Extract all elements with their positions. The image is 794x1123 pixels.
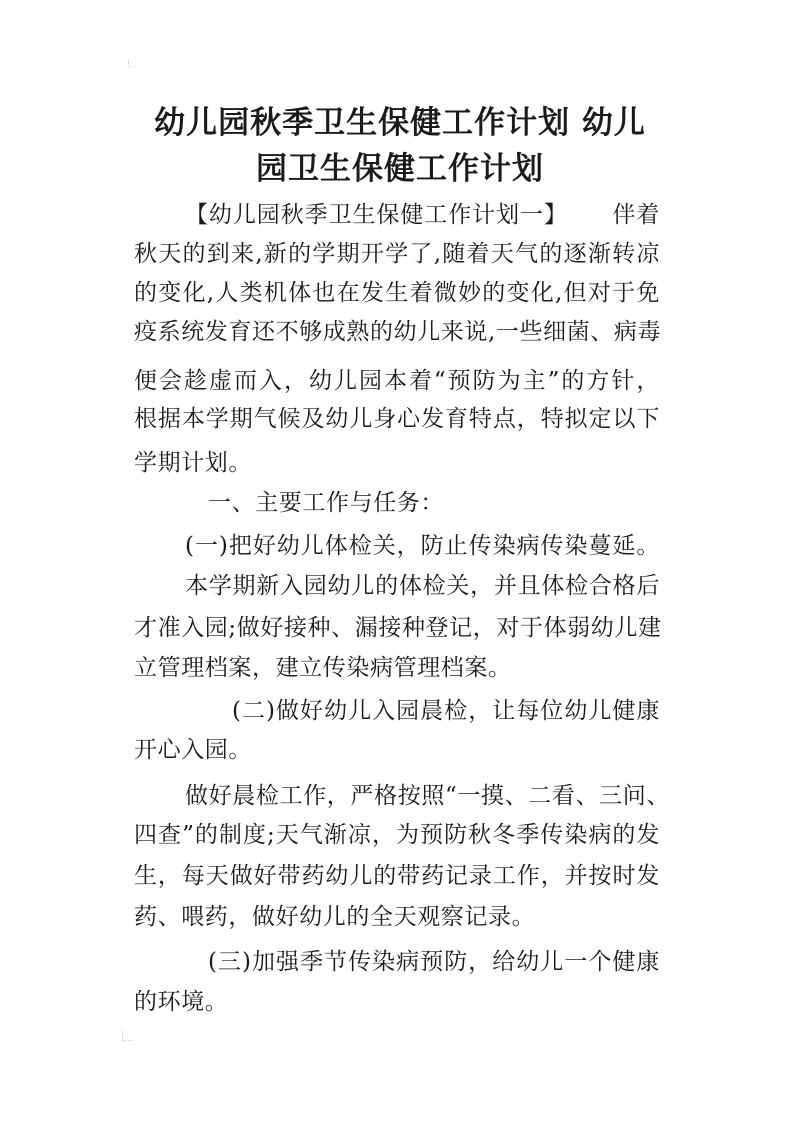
body-line: 学期计划。: [134, 450, 252, 476]
body-line: 的变化,人类机体也在发生着微妙的变化,但对于免: [134, 280, 660, 306]
title-line-1: 幼儿园秋季卫生保健工作计划 幼儿: [154, 105, 646, 141]
subsection-heading: (三)加强季节传染病预防，给幼儿一个健康: [208, 949, 660, 975]
body-line: 四查”的制度;天气渐凉，为预防秋冬季传染病的发: [134, 822, 660, 848]
page-title: [120, 100, 680, 192]
body-line: 立管理档案，建立传染病管理档案。: [134, 655, 512, 681]
body-line: 开心入园。: [134, 737, 252, 763]
subsection-heading: (二)做好幼儿入园晨检，让每位幼儿健康: [232, 698, 660, 724]
body-line: 根据本学期气候及幼儿身心发育特点，特拟定以下: [134, 406, 660, 432]
body-line: 秋天的到来,新的学期开学了,随着天气的逐渐转凉: [134, 241, 660, 267]
corner-mark-top: [128, 60, 135, 68]
body-line: 药、喂药，做好幼儿的全天观察记录。: [134, 904, 536, 930]
body-line: 才准入园;做好接种、漏接种登记，对于体弱幼儿建: [134, 615, 662, 641]
body-line: 【幼儿园秋季卫生保健工作计划一】 伴着: [185, 202, 660, 228]
title-line-2: 园卫生保健工作计划: [256, 151, 544, 187]
body-line: 的环境。: [134, 989, 229, 1015]
section-heading: 一、主要工作与任务：: [208, 490, 444, 516]
body-line: 疫系统发育还不够成熟的幼儿来说,一些细菌、病毒: [134, 319, 662, 345]
body-line: 做好晨检工作，严格按照“一摸、二看、三问、: [185, 783, 670, 809]
body-line: 生，每天做好带药幼儿的带药记录工作，并按时发: [134, 863, 660, 889]
subsection-heading: (一)把好幼儿体检关，防止传染病传染蔓延。: [185, 533, 660, 559]
corner-mark-bottom: [122, 1030, 131, 1041]
body-line: 本学期新入园幼儿的体检关，并且体检合格后: [185, 573, 660, 599]
body-line: 便会趁虚而入，幼儿园本着“预防为主”的方针，: [134, 368, 660, 394]
